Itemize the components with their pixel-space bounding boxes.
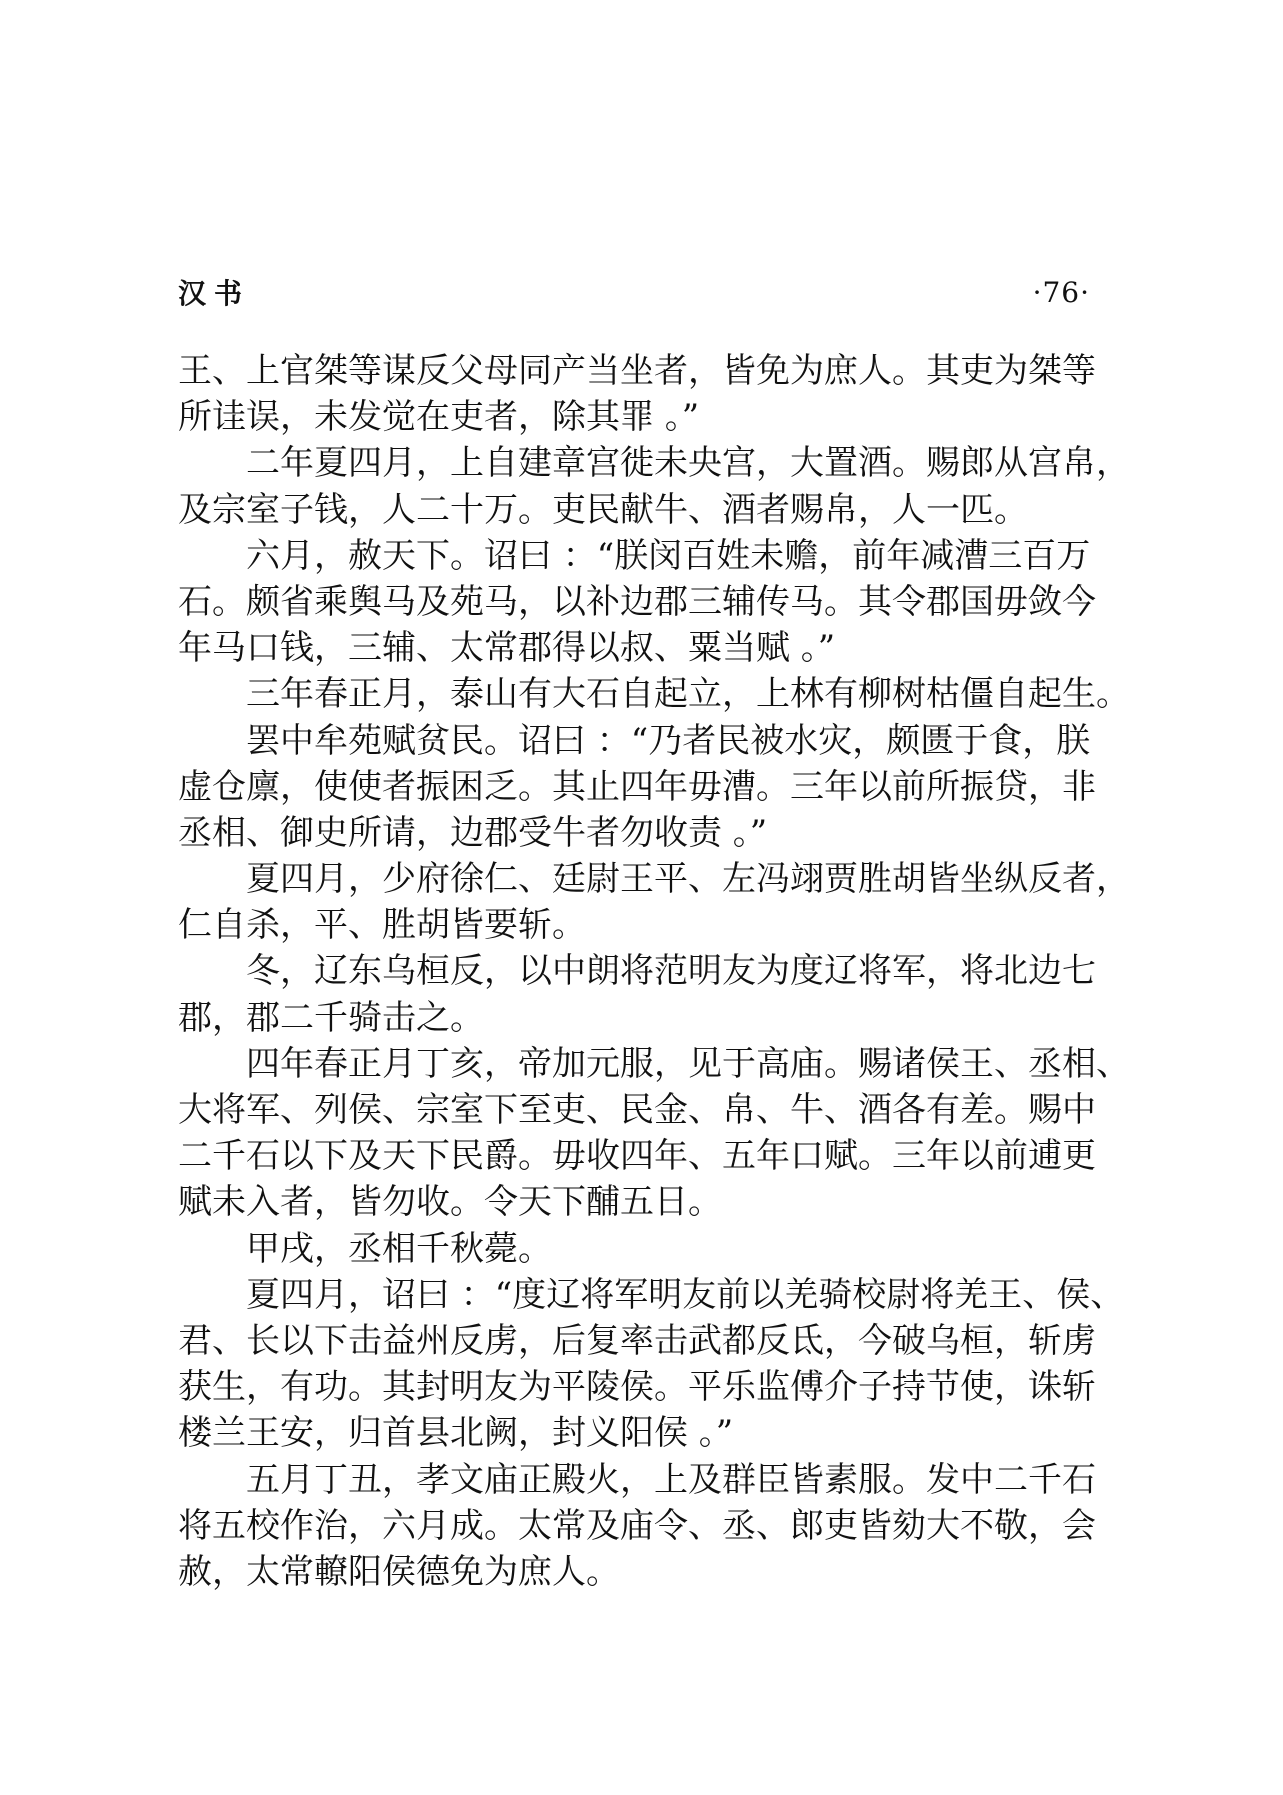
text-line: 赋未入者，皆勿收。令天下酺五日。 — [178, 1182, 722, 1223]
text-line: 王、上官桀等谋反父母同产当坐者，皆免为庶人。其吏为桀等 — [178, 351, 1096, 391]
page-header — [178, 272, 1090, 312]
text-line: 仁自杀，平、胜胡皆要斩。 — [178, 905, 586, 946]
text-line: 甲戌，丞相千秋薨。 — [246, 1228, 552, 1269]
text-line: 夏四月，诏曰 ：“度辽将军明友前以羌骑校尉将羌王、侯、 — [246, 1274, 1125, 1315]
text-line: 将五校作治，六月成。太常及庙令、丞、郎吏皆劾大不敬，会 — [178, 1505, 1096, 1546]
text-line: 二千石以下及天下民爵。毋收四年、五年口赋。三年以前逋更 — [178, 1136, 1096, 1177]
text-line: 获生，有功。其封明友为平陵侯。平乐监傅介子持节使，诛斩 — [178, 1367, 1096, 1408]
text-line: 夏四月，少府徐仁、廷尉王平、左冯翊贾胜胡皆坐纵反者， — [246, 859, 1130, 900]
text-line: 罢中牟苑赋贫民。诏曰 ：“乃者民被水灾，颇匮于食，朕 — [246, 720, 1091, 761]
book-title: 汉书 — [178, 277, 251, 310]
text-line: 虚仓廪，使使者振困乏。其止四年毋漕。三年以前所振贷，非 — [178, 766, 1096, 807]
page-number: ·76· — [1032, 275, 1090, 309]
text-line: 丞相、御史所请，边郡受牛者勿收责 。” — [178, 812, 768, 853]
text-line: 五月丁丑，孝文庙正殿火，上及群臣皆素服。发中二千石 — [246, 1459, 1096, 1500]
text-line: 君、长以下击益州反虏，后复率击武都反氐，今破乌桓，斩虏 — [178, 1320, 1096, 1361]
text-line: 冬，辽东乌桓反，以中朗将范明友为度辽将军，将北边七 — [246, 951, 1096, 992]
text-line: 大将军、列侯、宗室下至吏、民金、帛、牛、酒各有差。赐中 — [178, 1090, 1096, 1130]
text-line: 六月，赦天下。诏曰 ：“朕闵百姓未赡，前年减漕三百万 — [246, 535, 1091, 576]
text-line: 赦，太常轑阳侯德免为庶人。 — [178, 1551, 620, 1592]
text-line: 四年春正月丁亥，帝加元服，见于高庙。赐诸侯王、丞相、 — [246, 1043, 1130, 1084]
text-line: 三年春正月，泰山有大石自起立，上林有柳树枯僵自起生。 — [246, 674, 1130, 715]
text-line: 石。颇省乘舆马及苑马，以补边郡三辅传马。其令郡国毋敛今 — [178, 581, 1096, 622]
text-line: 所诖误，未发觉在吏者，除其罪 。” — [178, 397, 700, 438]
text-line: 楼兰王安，归首县北阙，封义阳侯 。” — [178, 1413, 734, 1454]
text-line: 年马口钱，三辅、太常郡得以叔、粟当赋 。” — [178, 628, 836, 669]
body-text — [178, 348, 1130, 1595]
text-line: 二年夏四月，上自建章宫徙未央宫，大置酒。赐郎从宫帛， — [246, 443, 1130, 484]
text-line: 及宗室子钱，人二十万。吏民献牛、酒者赐帛，人一匹。 — [178, 489, 1028, 530]
text-line: 郡，郡二千骑击之。 — [178, 997, 484, 1038]
